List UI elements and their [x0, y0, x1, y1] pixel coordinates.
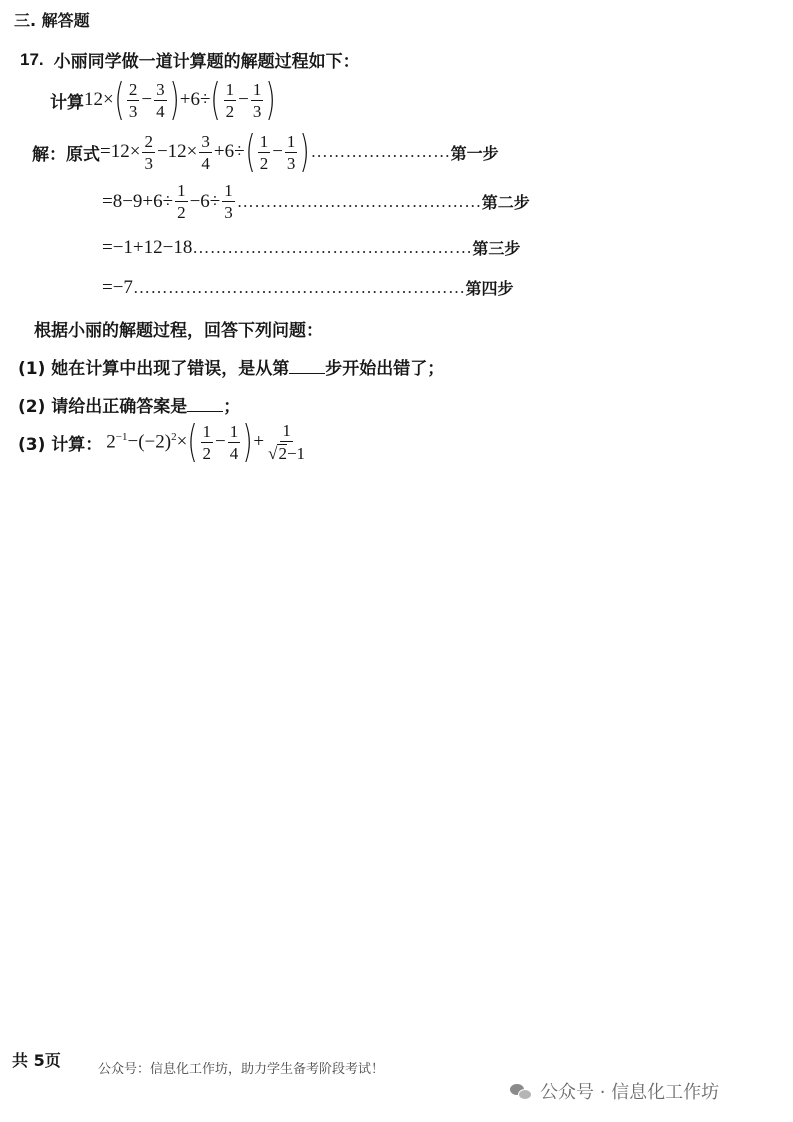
operator: − [238, 89, 249, 110]
fraction: $\frac{2}{3}$ [144, 131, 153, 173]
solution-step-4 [102, 276, 514, 299]
operator: − [127, 431, 139, 452]
fraction: $\frac{1}{2}$ [177, 181, 186, 222]
fraction: $\frac{1}{3}$ [286, 131, 296, 173]
step-text: =−1+12−18 [102, 236, 193, 258]
fraction: $\frac{1}{3}$ [224, 181, 233, 222]
problem-intro [20, 47, 360, 72]
operator: + [253, 431, 265, 452]
fraction: $\frac{1}{√2-1}$ [268, 421, 306, 463]
question-1 [18, 354, 444, 379]
section-heading: 三. 解答题 [14, 11, 90, 30]
step-text: =8−9+6÷ [102, 190, 174, 212]
operator: +6÷ [179, 89, 211, 110]
question-text: (3) 计算： [18, 434, 103, 455]
step-text: +6÷ [213, 141, 245, 162]
question-text: 步开始出错了； [325, 359, 445, 379]
account-name: 公众号 · 信息化工作坊 [540, 1082, 720, 1103]
fraction: $\frac{1}{2}$ [225, 79, 235, 121]
left-paren: ( [114, 74, 125, 125]
fraction: $\frac{1}{2}$ [259, 131, 269, 173]
step-label: 第四步 [465, 279, 514, 298]
fraction: $\frac{3}{4}$ [201, 131, 210, 173]
step-text: −12× [156, 141, 198, 162]
fraction: $\frac{1}{2}$ [202, 421, 211, 463]
wechat-icon [510, 1082, 532, 1100]
step-label: 第一步 [450, 143, 499, 163]
operator: − [141, 89, 153, 110]
fraction: $\frac{3}{4}$ [156, 79, 165, 121]
question-3 [18, 416, 309, 467]
step-label: 第三步 [472, 239, 521, 258]
leader-dots: …………………… [310, 142, 451, 161]
solution-label: 解：原式 [32, 144, 100, 165]
step-text: − [272, 141, 283, 162]
watermark-text: 公众号：信息化工作坊，助力学生备考阶段考试！ [98, 1062, 385, 1077]
power-term: $(-2)^2$ [138, 430, 177, 453]
problem-number: 17. [20, 49, 44, 69]
operator: − [215, 431, 226, 452]
expr-lead: 12× [84, 89, 114, 110]
left-paren: ( [210, 74, 222, 125]
right-paren: ) [242, 416, 253, 467]
right-paren: ) [169, 74, 180, 125]
step-label: 第二步 [481, 193, 530, 212]
calc-label: 计算 [50, 92, 84, 113]
left-paren: ( [187, 416, 199, 467]
page-count: 共 5页 [12, 1051, 61, 1070]
solution-step-2 [102, 181, 530, 222]
question-prompt: 根据小丽的解题过程，回答下列问题： [34, 321, 323, 341]
leader-dots: ………………………………………… [192, 237, 473, 257]
sqrt-sign: √ [268, 444, 278, 463]
answer-blank[interactable] [289, 359, 325, 374]
answer-blank[interactable] [187, 397, 223, 412]
question-text: (1) 她在计算中出现了错误，是从第 [18, 359, 290, 379]
power-term: $2^{-1}$ [106, 430, 128, 453]
question-text: ； [223, 397, 241, 417]
original-expression [50, 74, 277, 125]
account-badge [510, 1078, 719, 1104]
right-paren: ) [299, 126, 311, 177]
operator: × [176, 431, 188, 452]
fraction: $\frac{1}{4}$ [229, 421, 239, 463]
right-paren: ) [265, 74, 277, 125]
fraction: $\frac{2}{3}$ [128, 79, 138, 121]
step-text: =−7 [102, 276, 133, 298]
left-paren: ( [244, 126, 256, 177]
step-text: −6÷ [189, 190, 221, 212]
problem-intro-text: 小丽同学做一道计算题的解题过程如下： [53, 52, 360, 72]
leader-dots: ………………………………………………… [132, 277, 466, 297]
fraction: $\frac{1}{3}$ [252, 79, 262, 121]
solution-step-3 [102, 236, 521, 259]
question-2 [18, 392, 240, 417]
solution-step-1 [32, 126, 499, 177]
leader-dots: …………………………………… [236, 191, 482, 211]
question-text: (2) 请给出正确答案是 [18, 397, 188, 417]
step-text: =12× [100, 141, 141, 162]
